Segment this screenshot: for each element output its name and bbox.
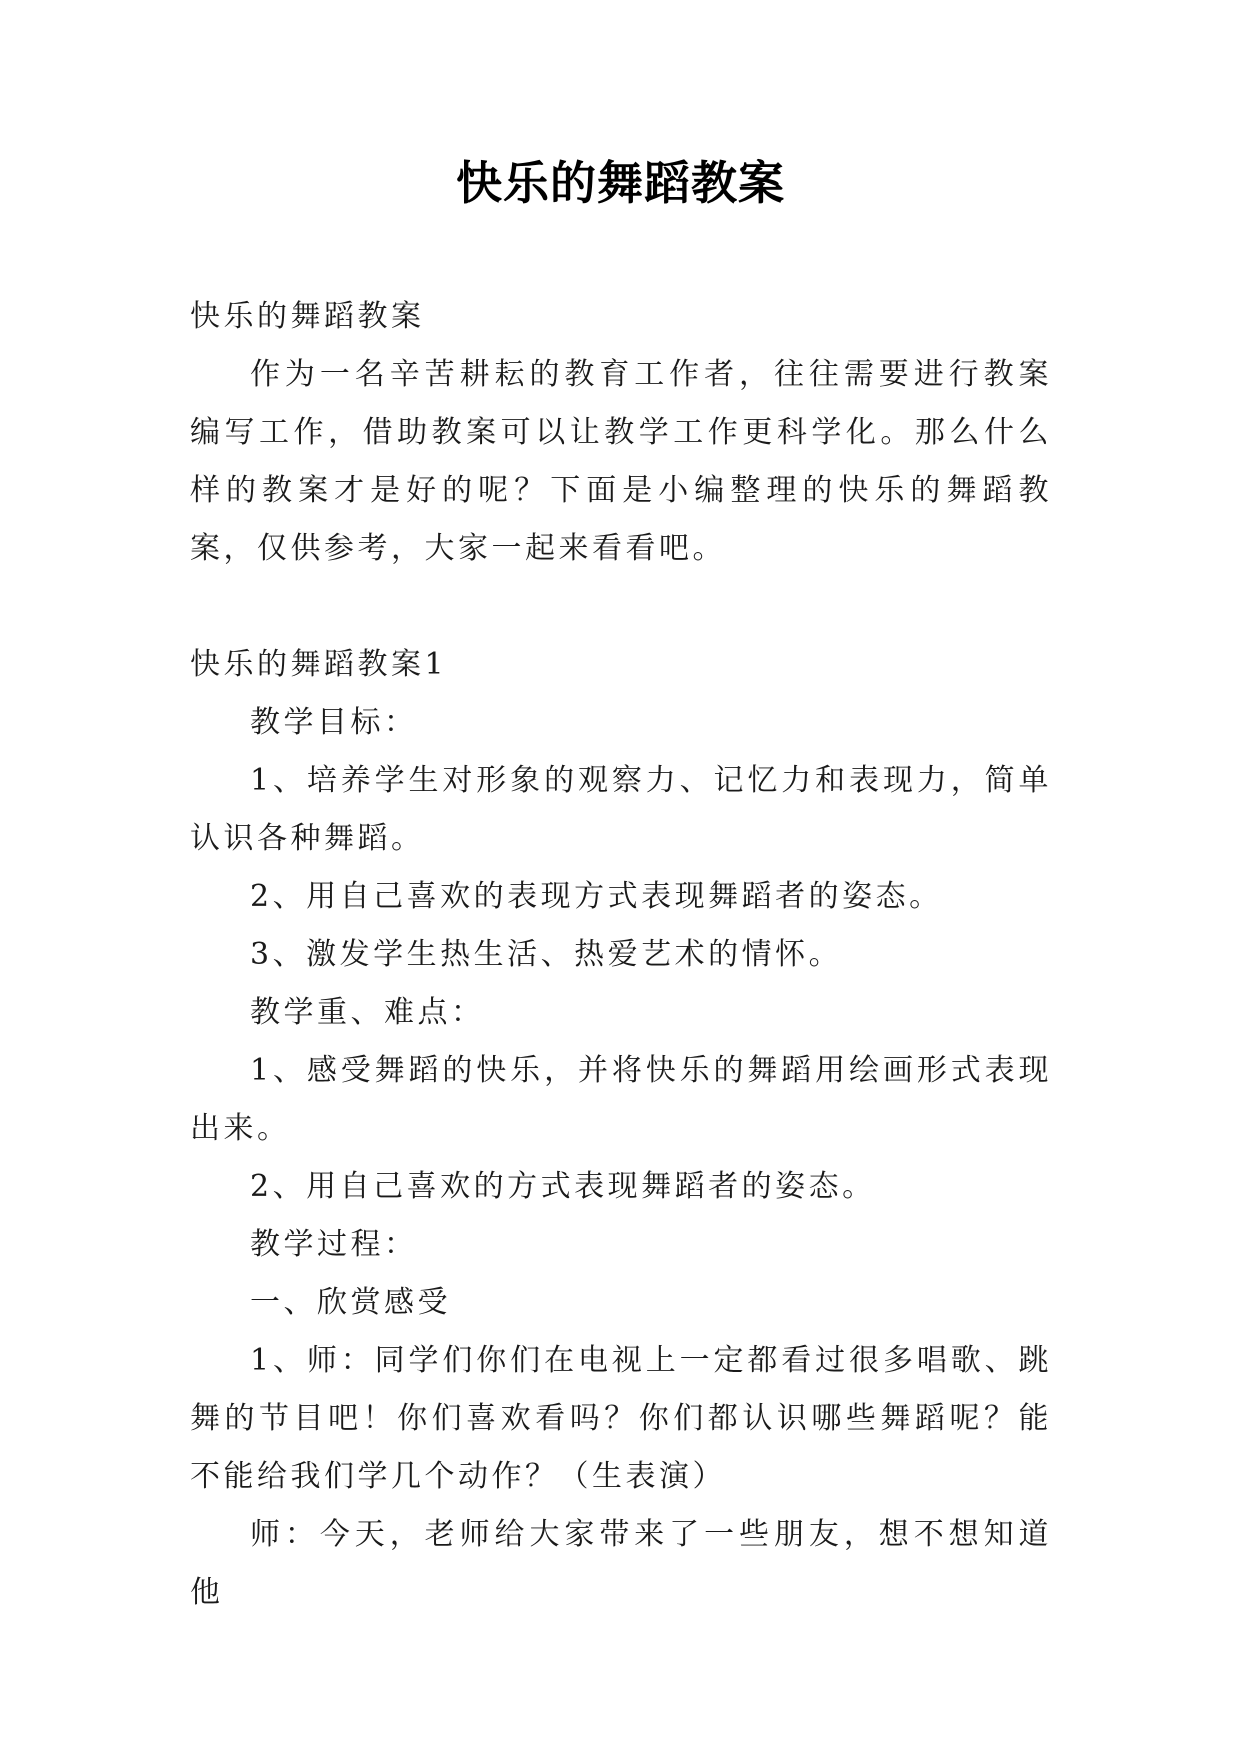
goal-item-2: 2、用自己喜欢的表现方式表现舞蹈者的姿态。 <box>250 879 943 914</box>
intro-paragraph: 作为一名辛苦耕耘的教育工作者，往往需要进行教案编写工作，借助教案可以让教学工作更科学化。那么什么样的教案才是好的呢？下面是小编整理的快乐的舞蹈教案，仅供参考，大家一起来看看吧。 <box>190 357 1052 566</box>
process-paragraph-1: 1、师：同学们你们在电视上一定都看过很多唱歌、跳舞的节目吧！你们喜欢看吗？你们都认识哪些舞蹈呢？能不能给我们学几个动作？（生表演） <box>190 1343 1052 1494</box>
key-point-item-2: 2、用自己喜欢的方式表现舞蹈者的姿态。 <box>250 1169 876 1204</box>
section-heading: 快乐的舞蹈教案1 <box>190 647 448 682</box>
intro-heading: 快乐的舞蹈教案 <box>190 299 425 334</box>
key-points-label: 教学重、难点： <box>250 995 485 1030</box>
goal-item-1: 1、培养学生对形象的观察力、记忆力和表现力，简单认识各种舞蹈。 <box>190 763 1052 856</box>
paragraph-spacer <box>190 578 1052 636</box>
key-point-item-1: 1、感受舞蹈的快乐，并将快乐的舞蹈用绘画形式表现出来。 <box>190 1053 1052 1146</box>
document-title: 快乐的舞蹈教案 <box>456 156 785 210</box>
document-body <box>190 288 1052 1622</box>
goal-item-3: 3、激发学生热生活、热爱艺术的情怀。 <box>250 937 843 972</box>
process-paragraph-2: 师：今天，老师给大家带来了一些朋友，想不想知道他 <box>190 1517 1052 1610</box>
teaching-goals-label: 教学目标： <box>250 705 418 740</box>
process-step-heading: 一、欣赏感受 <box>250 1285 451 1320</box>
process-label: 教学过程： <box>250 1227 418 1262</box>
